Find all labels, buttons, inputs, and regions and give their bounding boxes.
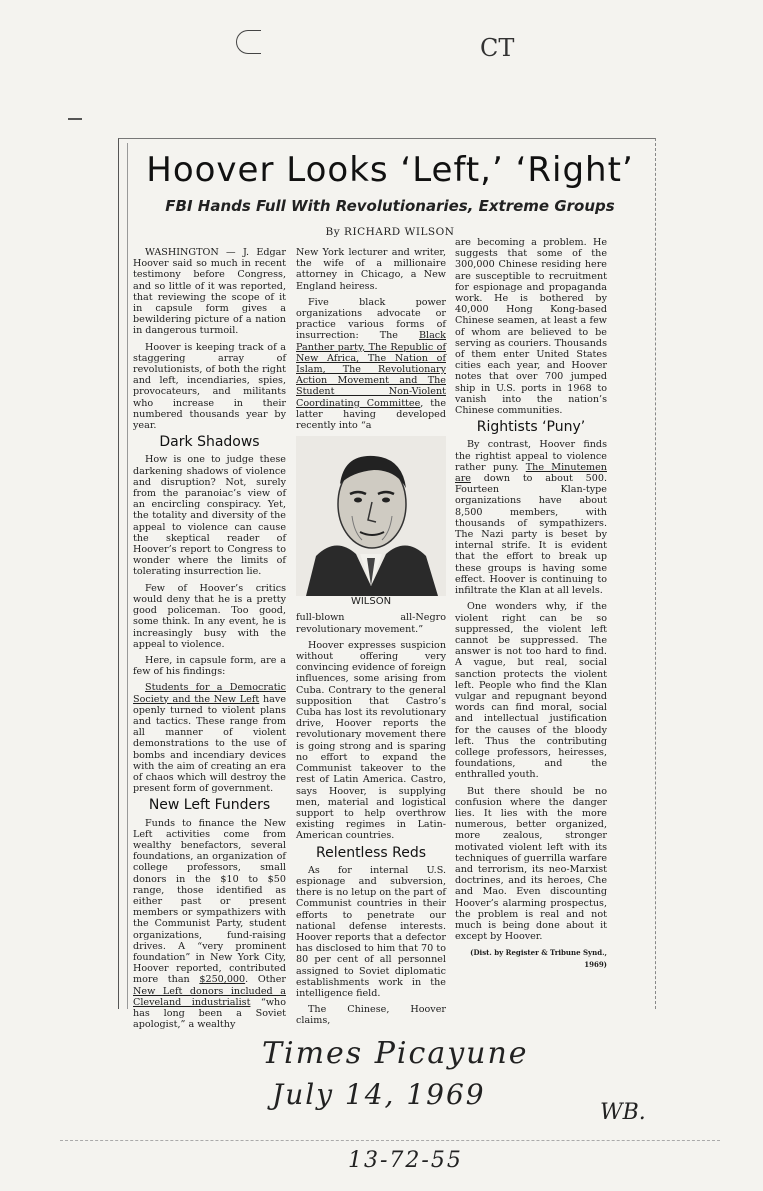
article-column-1 [133,247,286,1035]
paragraph: But there should be no confusion where the danger lies. It lies with the more numerous, better organized, more zealous, stronger motivated violent left with its techniques of guerrilla warfare and terrorism, its neo-Marxist doctrines, and its heroes, Che and Mao. Even discounting Hoover’s alarming prospectus, the problem is real and not much is being done about it except by Hoover. [455,785,607,943]
punch-hole-mark [236,30,261,54]
paragraph [133,818,286,1031]
underlined-text: The Minutemen are [455,461,607,485]
margin-dash [68,118,82,120]
paragraph [455,439,607,596]
text-run: By contrast, Hoover finds the rightist appeal to violence rather puny. [455,439,607,473]
paragraph: As for internal U.S. espionage and subversion, there is no letup on the part of Communist countries in their efforts to penetrate our national defense interests. Hoover reports that a defector has disclosed to him that 70 to 80 per cent of all personnel assigned to Soviet diplomatic establishments work in the intelligence field. [296,864,446,999]
bottom-rule [60,1140,720,1141]
paragraph: Hoover expresses suspicion without offering very convincing evidence of foreign influences, some arising from Cuba. Contrary to the general supposition that Castro’s Cuba has lost its revolutionary drive, Hoover reports the revolutionary movement there is going strong and is sparing no effort to expand the Communist takeover to the rest of Latin America. Castro, says Hoover, is supplying men, material and logistical support to help overthrow existing regimes in Latin-American countries. [296,639,446,842]
paragraph: Hoover is keeping track of a staggering array of revolutionists, of both the right and left, incendiaries, spies, provocateurs, and militants who increase in their numbered thousands year by year. [133,341,286,432]
paragraph: WASHINGTON — J. Edgar Hoover said so much in recent testimony before Congress, and so little of it was reported, that reviewing the scope of it in capsule form gives a bewildering picture of a nation in dangerous turmoil. [133,247,286,337]
handwritten-file-number: 13-72-55 [348,1148,463,1173]
paragraph: One wonders why, if the violent right can be so suppressed, the violent left cannot be suppressed. The answer is not too hard to find. A vague, but real, social sanction protects the violent left. People who find the Klan vulgar and repugnant beyond words can find moral, social and intellectual justification for the causes of the bloody left. Thus the contributing college professors, heiresses, foundations, and the enthralled youth. [455,601,607,781]
handwritten-source: Times Picayune [262,1036,529,1071]
portrait-drawing [296,436,446,596]
headline: Hoover Looks ‘Left,’ ‘Right’ [146,150,634,190]
author-portrait [296,436,446,596]
paragraph: The Chinese, Hoover claims, [296,1004,446,1027]
text-run: Funds to finance the New Left activities come from wealthy benefactors, several foundations, an organization of college professors, small donors in the $10 to $50 range, those identified as either past or present members or sympathizers with the Communist Party, student organizations, fund-raising drives. A “very prominent foundation” in New York City, Hoover reported, contributed more than [133,817,286,986]
handwritten-initials: WB. [600,1100,646,1125]
text-run: Five black power organizations advocate or practice various forms of insurrection: The [296,296,446,342]
paragraph: are becoming a problem. He suggests that some of the 300,000 Chinese residing here are susceptible to recruitment for espionage and propaganda work. He is bothered by 40,000 Hong Kong-based Chinese seamen, at least a few of whom are believed to be serving as couriers. Thousands of them enter United States cities each year, and Hoover notes that over 700 jumped ship in U.S. ports in 1968 to vanish into the nation’s Chinese communities. [455,237,607,417]
byline: By RICHARD WILSON [325,226,455,238]
section-heading-relentless-reds: Relentless Reds [315,844,426,861]
photo-caption: WILSON [350,596,392,608]
underlined-text: Black Panther party, The Republic of New Africa, The Nation of Islam, The Revolutionary Action Movement and The Student Non-Violent Coordinating Committee [296,330,446,409]
text-run: have openly turned to violent plans and tactics. These range from all manner of violent demonstrations to the use of bombs and incendiary devices with the aim of creating an era of chaos which will destroy the present form of government. [133,693,286,795]
text-run: . Other [245,974,286,986]
text-run: , the latter having developed recently into “a [296,397,447,432]
paragraph: How is one to judge these darkening shadows of violence and disruption? Not, surely from the paranoiac’s view of an encircling conspiracy. Yet, the totality and diversity of the appeal to violence can cause the skeptical reader of Hoover’s report to Congress to wonder where the limits of tolerating insurrection lie. [133,454,286,578]
article-column-3 [455,237,607,975]
paragraph: Few of Hoover’s critics would deny that he is a pretty good policeman. Too good, some think. In any event, he is increasingly busy with the appeal to violence. [133,582,286,650]
text-run: down to about 500. Fourteen Klan-type organizations have about 8,500 members, with thousands of sympathizers. The Nazi party is beset by internal strife. It is evident that the effort to break up these groups is having some effect. Hoover is continuing to infiltrate the Klan at all levels. [455,473,607,597]
section-heading-dark-shadows: Dark Shadows [159,434,260,451]
underlined-text: Students for a Democratic Society and the New Left [133,682,286,705]
syndication-credit: (Dist. by Register & Tribune Synd., 1969) [470,948,607,969]
article-column-2 [296,247,446,1032]
paragraph [133,682,286,794]
paragraph: Here, in capsule form, are a few of his findings: [133,654,286,678]
underlined-text: $250,000 [199,974,246,986]
paragraph: full-blown all-Negro revolutionary movement.” [296,612,446,635]
text-run: “who has long been a Soviet apologist,” a wealthy [133,996,287,1031]
section-heading-rightists-puny: Rightists ‘Puny’ [476,419,586,436]
paragraph [296,297,446,431]
section-heading-new-left-funders: New Left Funders [148,797,271,814]
handwritten-date: July 14, 1969 [272,1078,486,1111]
subhead: FBI Hands Full With Revolutionaries, Extreme Groups [165,197,615,215]
underlined-text: New Left donors included a Cleveland industrialist [133,985,286,1008]
top-mark-right: CT [480,34,515,62]
paragraph: New York lecturer and writer, the wife of a millionaire attorney in Chicago, a New England heiress. [296,247,446,292]
